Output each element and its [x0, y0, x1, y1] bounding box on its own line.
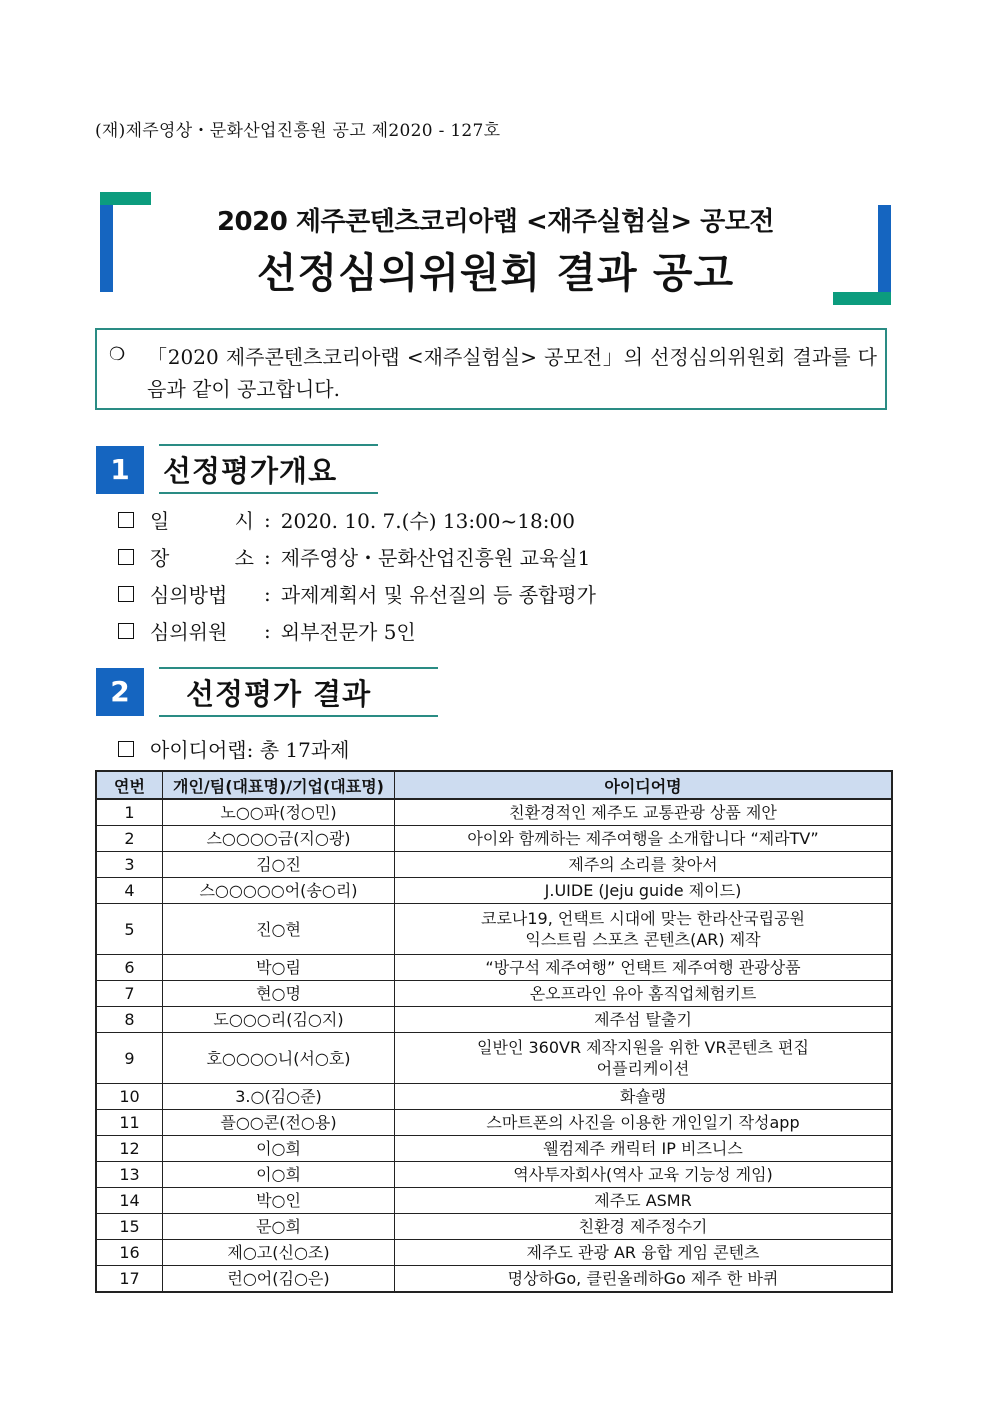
table-row: [96, 1110, 892, 1136]
table-row: [96, 1162, 892, 1188]
table-row: [96, 955, 892, 981]
section-number-2: 2: [96, 668, 144, 716]
item-label: 장 소: [150, 546, 254, 570]
cell-idea: 제주섬 탈출기: [395, 1007, 893, 1033]
cell-idea: 친환경 제주정수기: [395, 1214, 893, 1240]
item-label: 심의위원: [150, 620, 228, 644]
cell-idea: 제주도 ASMR: [395, 1188, 893, 1214]
cell-team: 노○○파(정○민): [163, 799, 395, 826]
results-table: [95, 770, 893, 1293]
overview-item-committee: [118, 616, 416, 645]
table-row: [96, 904, 892, 955]
item-value: 과제계획서 및 유선질의 등 종합평가: [280, 583, 596, 607]
cell-team: 3.○(김○준): [163, 1084, 395, 1110]
cell-no: 8: [96, 1007, 163, 1033]
cell-team: 스○○○○○어(송○리): [163, 878, 395, 904]
table-row: [96, 878, 892, 904]
colon-separator: :: [264, 618, 271, 643]
cell-no: 7: [96, 981, 163, 1007]
cell-idea: 웰컴제주 캐릭터 IP 비즈니스: [395, 1136, 893, 1162]
item-label: 심의방법: [150, 583, 228, 607]
overview-item-place: [118, 542, 590, 571]
cell-no: 15: [96, 1214, 163, 1240]
overview-item-date: [118, 505, 575, 534]
cell-idea: 명상하Go, 클린올레하Go 제주 한 바퀴: [395, 1266, 893, 1293]
cell-idea-line: 코로나19, 언택트 시대에 맞는 한라산국립공원: [481, 909, 805, 928]
cell-idea: 스마트폰의 사진을 이용한 개인일기 작성app: [395, 1110, 893, 1136]
cell-idea-line: 일반인 360VR 제작지원을 위한 VR콘텐츠 편집: [477, 1038, 809, 1057]
cell-team: 호○○○○니(서○호): [163, 1033, 395, 1084]
cell-no: 3: [96, 852, 163, 878]
section-rule: [159, 444, 378, 446]
cell-no: 10: [96, 1084, 163, 1110]
cell-no: 4: [96, 878, 163, 904]
table-header-row: [96, 771, 892, 799]
section-title-overview: 선정평가개요: [163, 454, 338, 488]
cell-idea: [395, 904, 893, 955]
table-row: [96, 1007, 892, 1033]
section-title-results: 선정평가 결과: [186, 677, 372, 711]
cell-no: 2: [96, 826, 163, 852]
intro-box: [95, 328, 887, 410]
checkbox-square-icon: [118, 512, 134, 528]
table-row: [96, 799, 892, 826]
cell-team: 스○○○○금(지○광): [163, 826, 395, 852]
section-rule: [159, 715, 438, 717]
title-bracket-right: [878, 205, 891, 305]
cell-no: 14: [96, 1188, 163, 1214]
cell-idea: 화숄랭: [395, 1084, 893, 1110]
cell-idea: 온오프라인 유아 홈직업체험키트: [395, 981, 893, 1007]
cell-team: 런○어(김○은): [163, 1266, 395, 1293]
checkbox-square-icon: [118, 741, 134, 757]
cell-no: 16: [96, 1240, 163, 1266]
cell-no: 6: [96, 955, 163, 981]
table-row: [96, 1033, 892, 1084]
cell-team: 제○고(신○조): [163, 1240, 395, 1266]
table-row: [96, 826, 892, 852]
table-row: [96, 1084, 892, 1110]
document-subtitle: 2020 제주콘텐츠코리아랩 <재주실험실> 공모전: [216, 207, 775, 237]
cell-no: 1: [96, 799, 163, 826]
cell-no: 9: [96, 1033, 163, 1084]
cell-idea-line: 어플리케이션: [596, 1059, 690, 1078]
table-row: [96, 852, 892, 878]
cell-idea: J.UIDE (Jeju guide 제이드): [395, 878, 893, 904]
table-row: [96, 1188, 892, 1214]
item-value: 외부전문가 5인: [280, 620, 416, 644]
table-row: [96, 1266, 892, 1293]
cell-team: 현○명: [163, 981, 395, 1007]
section-rule: [159, 667, 438, 669]
section-number-1: 1: [96, 446, 144, 494]
summary-text: 아이디어랩: 총 17과제: [150, 738, 350, 762]
cell-team: 이○희: [163, 1136, 395, 1162]
cell-team: 문○희: [163, 1214, 395, 1240]
cell-idea: 친환경적인 제주도 교통관광 상품 제안: [395, 799, 893, 826]
cell-team: 김○진: [163, 852, 395, 878]
table-body: [96, 799, 892, 1292]
cell-team: 플○○콘(전○용): [163, 1110, 395, 1136]
cell-no: 13: [96, 1162, 163, 1188]
circle-bullet-icon: ❍: [109, 344, 126, 365]
colon-separator: :: [264, 507, 271, 532]
intro-text: 「2020 제주콘텐츠코리아랩 <재주실험실> 공모전」의 선정심의위원회 결과를 다음과 같이 공고합니다.: [147, 345, 877, 401]
colon-separator: :: [264, 544, 271, 569]
cell-idea-line: 익스트림 스포츠 콘텐츠(AR) 제작: [525, 930, 761, 949]
checkbox-square-icon: [118, 586, 134, 602]
cell-no: 5: [96, 904, 163, 955]
cell-no: 12: [96, 1136, 163, 1162]
item-value: 제주영상・문화산업진흥원 교육실1: [280, 546, 591, 570]
notice-number: (재)제주영상・문화산업진흥원 공고 제2020 - 127호: [95, 121, 501, 141]
title-bracket-left: [100, 192, 113, 292]
table-row: [96, 981, 892, 1007]
cell-idea: “방구석 제주여행” 언택트 제주여행 관광상품: [395, 955, 893, 981]
item-label: 일 시: [150, 509, 254, 533]
col-header-no: 연번: [96, 771, 163, 799]
cell-team: 박○림: [163, 955, 395, 981]
cell-team: 이○희: [163, 1162, 395, 1188]
cell-idea: 제주도 관광 AR 융합 게임 콘텐츠: [395, 1240, 893, 1266]
table-row: [96, 1136, 892, 1162]
cell-team: 박○인: [163, 1188, 395, 1214]
cell-idea: 제주의 소리를 찾아서: [395, 852, 893, 878]
table-row: [96, 1214, 892, 1240]
document-title: 선정심의위원회 결과 공고: [256, 249, 735, 297]
section-rule: [159, 492, 378, 494]
cell-team: 도○○○리(김○지): [163, 1007, 395, 1033]
results-summary: [118, 734, 349, 763]
cell-idea: [395, 1033, 893, 1084]
cell-team: 진○현: [163, 904, 395, 955]
cell-idea: 역사투자회사(역사 교육 기능성 게임): [395, 1162, 893, 1188]
col-header-idea: 아이디어명: [395, 771, 893, 799]
item-value: 2020. 10. 7.(수) 13:00~18:00: [280, 509, 575, 533]
overview-item-method: [118, 579, 596, 608]
table-row: [96, 1240, 892, 1266]
cell-no: 17: [96, 1266, 163, 1293]
cell-idea: 아이와 함께하는 제주여행을 소개합니다 “제라TV”: [395, 826, 893, 852]
checkbox-square-icon: [118, 549, 134, 565]
col-header-team: 개인/팀(대표명)/기업(대표명): [163, 771, 395, 799]
colon-separator: :: [264, 581, 271, 606]
cell-no: 11: [96, 1110, 163, 1136]
checkbox-square-icon: [118, 623, 134, 639]
